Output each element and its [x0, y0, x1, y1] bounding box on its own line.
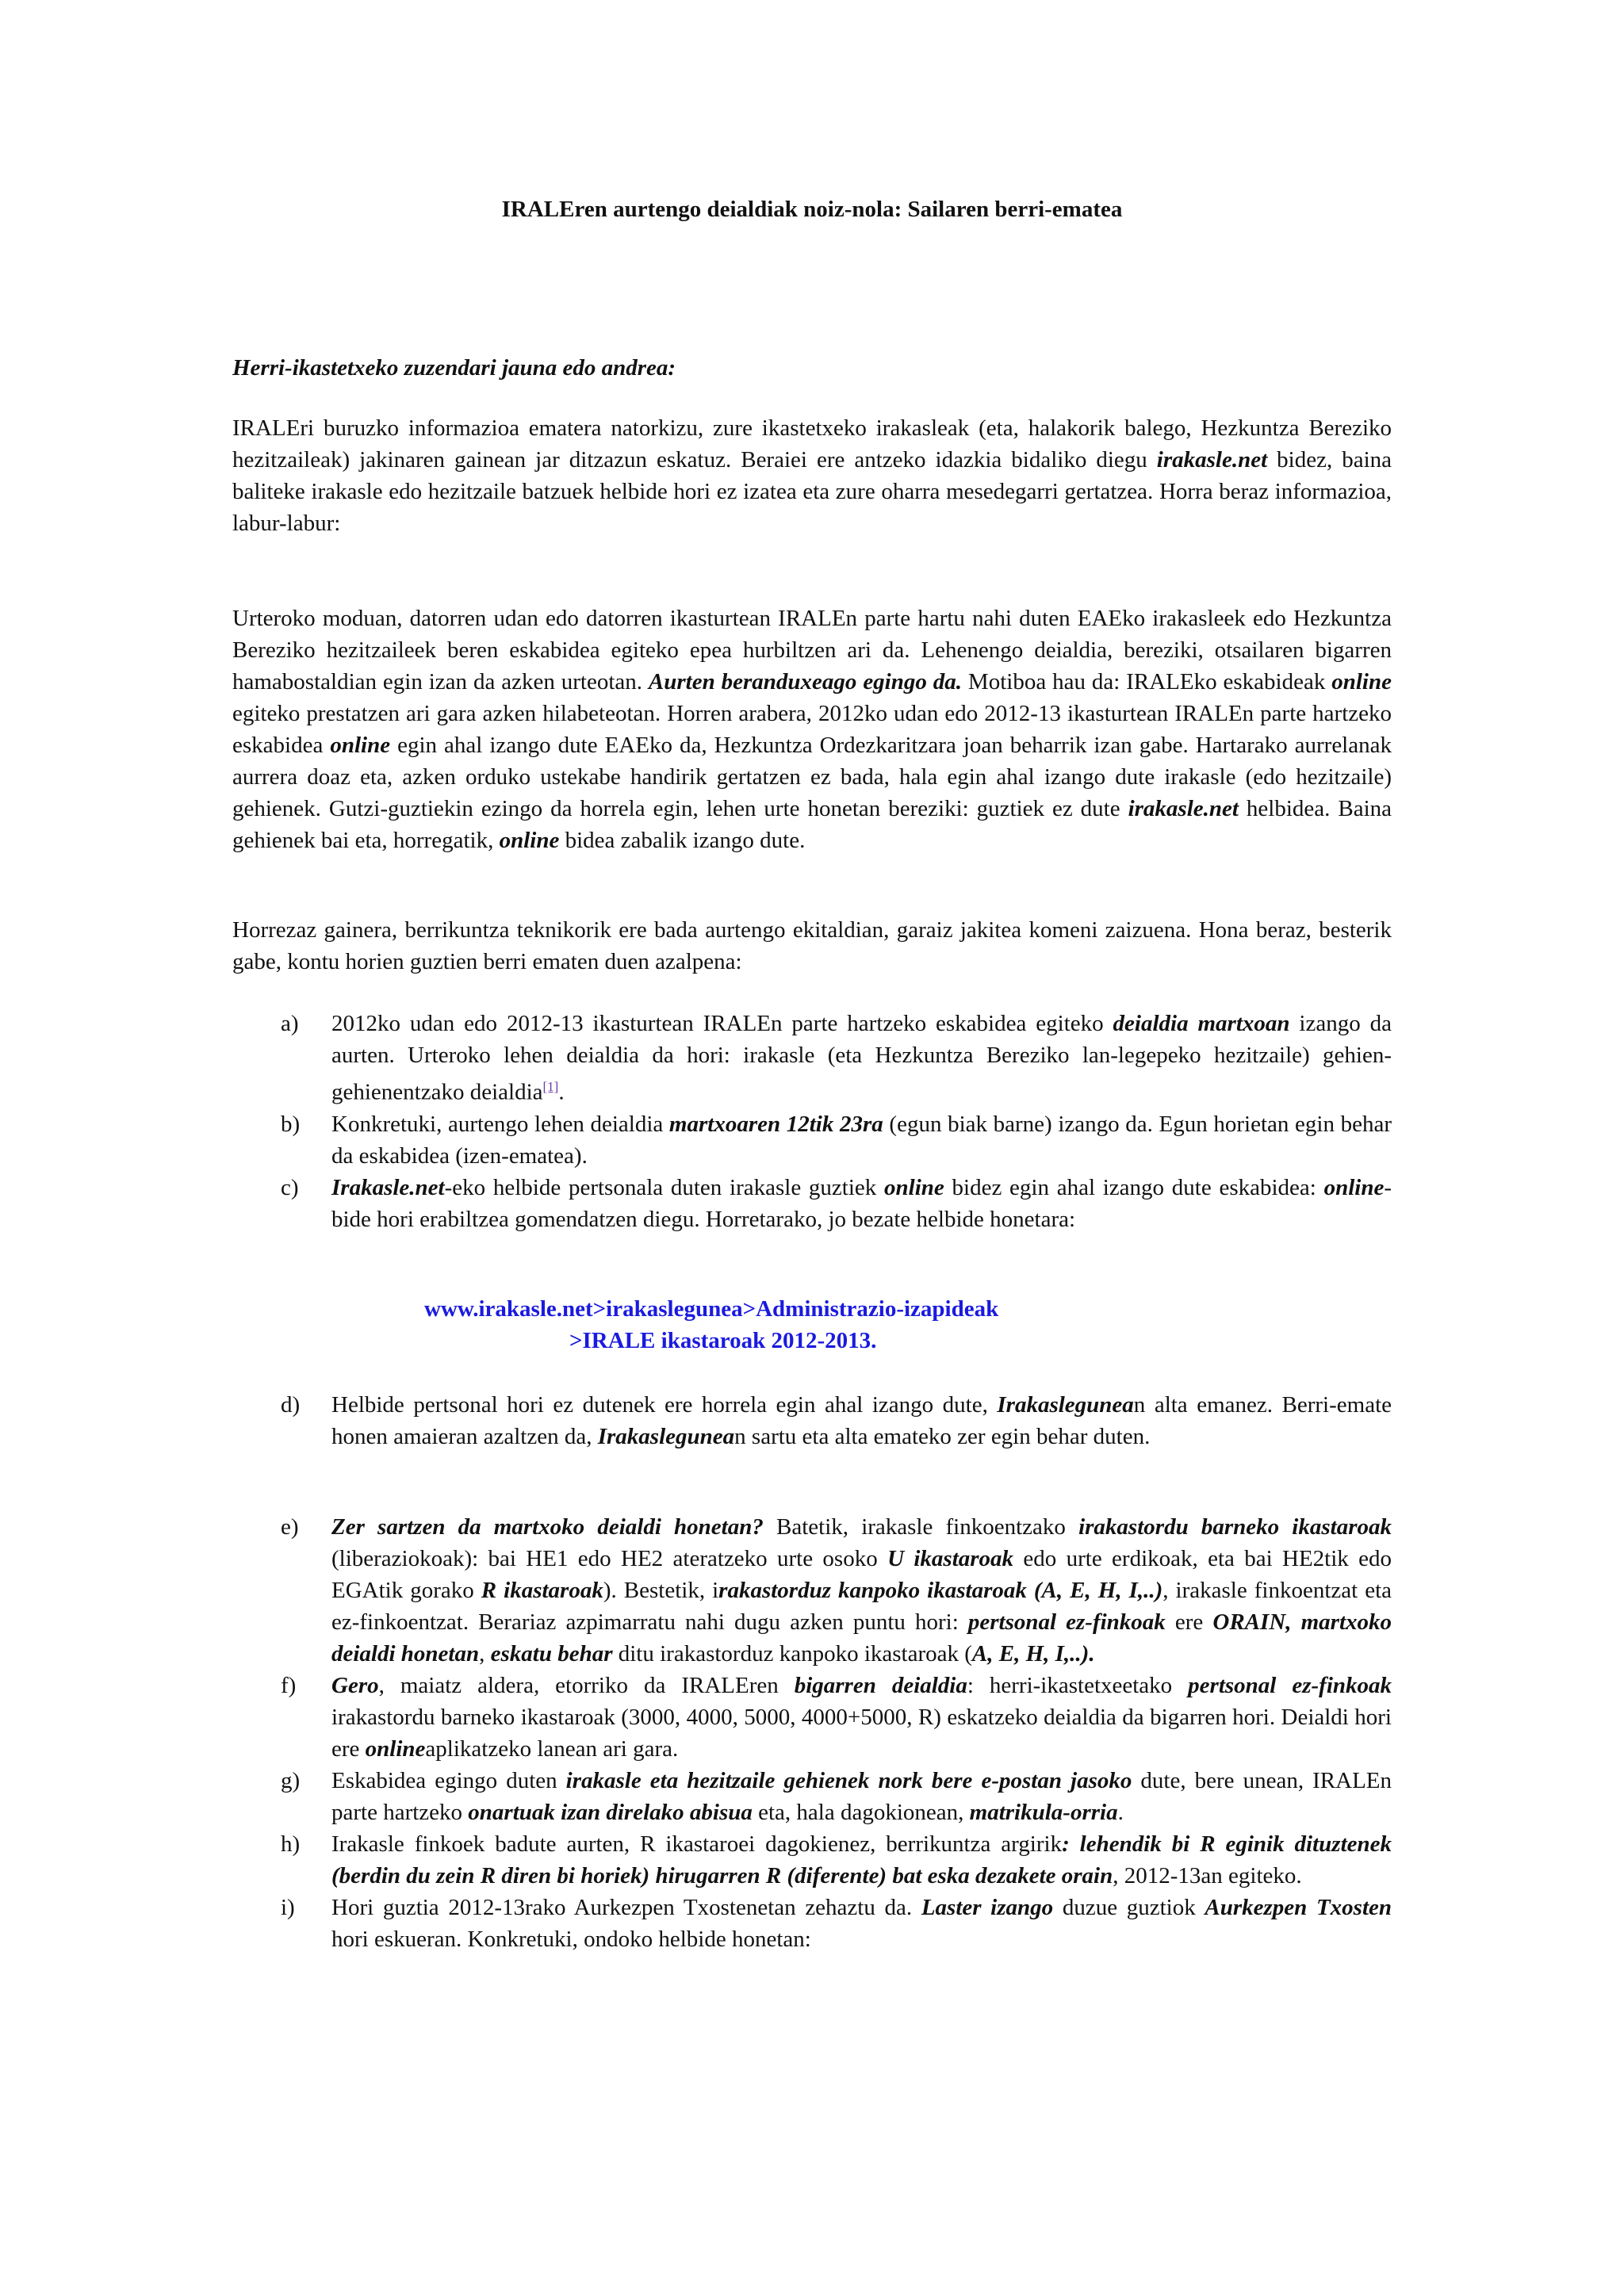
list-label-e: e)	[281, 1514, 299, 1540]
irakasle-link-line-2[interactable]: >IRALE ikastaroak 2012-2013.	[569, 1328, 877, 1353]
list-item-d: d) Helbide pertsonal hori ez dutenek ere horrela egin ahal izango dute, Irakaslegunean alta emanez. Berri-emate honen amaieran azaltzen da, Irakaslegunean sartu eta alta emateko zer egin behar duten.	[232, 1389, 1392, 1452]
list-label-h: h)	[281, 1831, 301, 1857]
list-item-c: c) Irakasle.net-eko helbide pertsonala duten irakasle guztiek online bidez egin ahal izango dute eskabidea: online-bide hori erabiltzea gomendatzen diegu. Horretarako, jo bezate helbide honetara:	[232, 1172, 1392, 1235]
list-item-a: a) 2012ko udan edo 2012-13 ikasturtean IRALEn parte hartzeko eskabidea egiteko deialdia martxoan izango da aurten. Urteroko lehen deialdia da hori: irakasle (eta Hezkuntza Bereziko lan-legepeko hezitzaile) gehien-gehienentzako deialdia[1].	[232, 1008, 1392, 1108]
list-label-f: f)	[281, 1673, 297, 1698]
list-item-i: i) Hori guztia 2012-13rako Aurkezpen Txostenetan zehaztu da. Laster izango duzue guztiok Aurkezpen Txosten hori eskueran. Konkretuki, ondoko helbide honetan:	[232, 1892, 1392, 1955]
list-label-c: c)	[281, 1174, 299, 1200]
list-item-h: h) Irakasle finkoek badute aurten, R ikastaroei dagokienez, berrikuntza argirik: lehendik bi R eginik dituztenek (berdin du zein R diren bi horiek) hirugarren R (diferente) bat eska dezakete orain, 2012-13an egiteko.	[232, 1828, 1392, 1892]
list-label-b: b)	[281, 1111, 301, 1137]
list-label-g: g)	[281, 1768, 301, 1793]
irakasle-link-line-1[interactable]: www.irakasle.net>irakaslegunea>Administrazio-izapideak	[424, 1296, 999, 1322]
list-label-d: d)	[281, 1392, 301, 1418]
list-items-e-i	[232, 1511, 1392, 1955]
list-item-f: f) Gero, maiatz aldera, etorriko da IRALEren bigarren deialdia: herri-ikastetxeetako pertsonal ez-finkoak irakastordu barneko ikastaroak (3000, 4000, 5000, 4000+5000, R) eskatzeko deialdia da bigarren hori. Deialdi hori ere onlineaplikatzeko lanean ari gara.	[232, 1670, 1392, 1765]
list-item-b: b) Konkretuki, aurtengo lehen deialdia martxoaren 12tik 23ra (egun biak barne) izango da. Egun horietan egin behar da eskabidea (izen-ematea).	[232, 1108, 1392, 1172]
list-item-e: e) Zer sartzen da martxoko deialdi honetan? Batetik, irakasle finkoentzako irakastordu barneko ikastaroak (liberaziokoak): bai HE1 edo HE2 ateratzeko urte osoko U ikastaroak edo urte erdikoak, eta bai HE2tik edo EGAtik gorako R ikastaroak). Bestetik, irakastorduz kanpoko ikastaroak (A, E, H, I,..), irakasle finkoentzat eta ez-finkoentzat. Berariaz azpimarratu nahi dugu azken puntu hori: pertsonal ez-finkoak ere ORAIN, martxoko deialdi honetan, eskatu behar ditu irakastorduz kanpoko ikastaroak (A, E, H, I,..).	[232, 1511, 1392, 1670]
list-items-a-c	[232, 1008, 1392, 1235]
paragraph-context: Urteroko moduan, datorren udan edo datorren ikasturtean IRALEn parte hartu nahi duten EAEko irakasleek edo Hezkuntza Bereziko hezitzaileek beren eskabidea egiteko epea hurbiltzen ari da. Lehenengo deialdia, bereziki, otsailaren bigarren hamabostaldian egin izan da azken urteotan. Aurten beranduxeago egingo da. Motiboa hau da: IRALEko eskabideak online egiteko prestatzen ari gara azken hilabeteotan. Horren arabera, 2012ko udan edo 2012-13 ikasturtean IRALEn parte hartzeko eskabidea online egin ahal izango dute EAEko da, Hezkuntza Ordezkaritzara joan beharrik izan gabe. Hartarako aurrelanak aurrera doaz eta, azken orduko ustekabe handirik gertatzen ez bada, hala egin ahal izango dute irakasle (edo hezitzaile) gehienek. Gutzi-guztiekin ezingo da horrela egin, lehen urte honetan bereziki: guztiek ez dute irakasle.net helbidea. Baina gehienek bai eta, horregatik, online bidea zabalik izango dute.	[232, 606, 1392, 853]
list-label-i: i)	[281, 1895, 295, 1920]
document-title: IRALEren aurtengo deialdiak noiz-nola: Sailaren berri-ematea	[501, 197, 1123, 222]
footnote-link[interactable]: [1]	[542, 1079, 559, 1094]
list-item-d-block	[232, 1389, 1392, 1452]
paragraph-intro: IRALEri buruzko informazioa ematera natorkizu, zure ikastetxeko irakasleak (eta, halakorik balego, Hezkuntza Bereziko hezitzaileak) jakinaren gainean jar ditzazun eskatuz. Beraiei ere antzeko idazkia bidaliko diegu irakasle.net bidez, baina baliteke irakasle edo hezitzaile batzuek helbide hori ez izatea eta zure oharra mesedegarri gertatzea. Horra beraz informazioa, labur-labur:	[232, 415, 1392, 536]
salutation: Herri-ikastetxeko zuzendari jauna edo andrea:	[232, 355, 676, 381]
paragraph-summary: Horrezaz gainera, berrikuntza teknikorik ere bada aurtengo ekitaldian, garaiz jakitea komeni zaizuena. Hona beraz, besterik gabe, kontu horien guztien berri ematen duen azalpena:	[232, 917, 1392, 974]
list-item-g: g) Eskabidea egingo duten irakasle eta hezitzaile gehienek nork bere e-postan jasoko dute, bere unean, IRALEn parte hartzeko onartuak izan direlako abisua eta, hala dagokionean, matrikula-orria.	[232, 1765, 1392, 1828]
list-label-a: a)	[281, 1011, 299, 1036]
